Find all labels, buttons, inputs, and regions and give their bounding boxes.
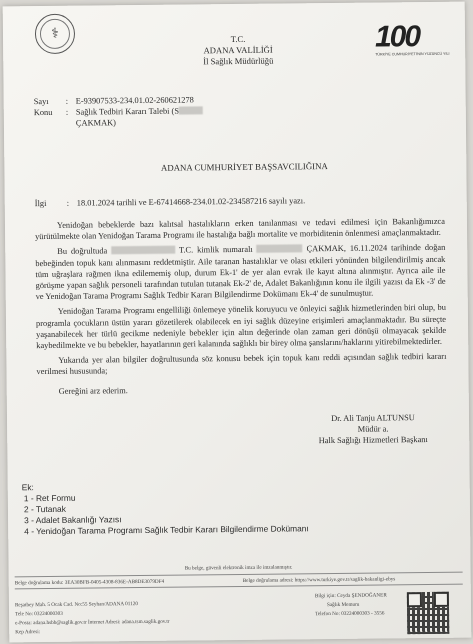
centennial-logo-number: 100	[374, 20, 420, 54]
footer-verify-code: Belge doğrulama kodu: 3EA30BFB-0405-4308-836E-AB8DE3079DF4	[14, 578, 165, 587]
ilgi-value: 18.01.2024 tarihli ve E-67414668-234.01.02-234587216 sayılı yazı.	[76, 196, 306, 208]
attachment-item: 1 - Ret Formu	[23, 492, 76, 504]
signature-title: Müdür a.	[357, 424, 389, 434]
footer-email: e-Posta: adana.hsbb@saglik.gov.tr İnternet Adresi: adana.tsm.saglik.gov.tr	[15, 618, 170, 627]
attachments-label: Ek:	[21, 482, 34, 493]
redaction-box	[257, 245, 303, 253]
paragraph-4: Yukarıda yer alan bilgiler doğrultusunda söz konusu bebek için topuk kanı reddi açısından sağlık tedbiri kararı verilmesi hususunda;	[36, 352, 447, 377]
sayi-label: Sayı	[33, 96, 49, 107]
footer-info-role: Sağlık Memuru	[326, 601, 360, 609]
centennial-logo	[374, 20, 450, 65]
attachment-item: 4 - Yenidoğan Tarama Programı Sağlık Tedbir Kararı Bilgilendirme Dokümanı	[24, 523, 309, 537]
footer-signed-note: Bu belge, güvenli elektronik imza ile imzalanmıştır.	[184, 564, 293, 572]
konu-label: Konu	[33, 107, 53, 118]
addressee: ADANA CUMHURİYET BAŞSAVCILIĞINA	[160, 161, 328, 173]
ilgi-label: İlgi	[34, 198, 47, 209]
attachment-item: 2 - Tutanak	[23, 503, 66, 515]
footer-info-phone: Telefon No: 03224000303 - 3556	[315, 610, 385, 618]
document-page: ⚕ T.C. ADANA VALİLİĞİ İl Sağlık Müdürlüğü 100 TÜRKİYE CUMHURİYETİ'NİN YÜZÜNCÜ YILI Sayı : E-93907533-234.01.02-260621278 Konu : Sağlık Tedbiri Kararı Talebi (S ÇAKMAK) ADANA CUMHURİYET BAŞSAVCILIĞINA İlgi : 18.01.2024 tarihli ve E-67414668-234.01.02-234587216 sayılı yazı. Yenidoğan bebeklerde bazı kalıtsal hastalıkların erken tanılanması ve tedavi edilmesi için Bakanlığımızca yürütülmekte olan Yenidoğan Tarama Programı ile hastalığa bağlı mortalite ve morbiditenin önlenmesi amaçlanmaktadır. Bu doğrultuda T.C. kimlik numaralı ÇAKMAK, 16.11.2024 tarihinde doğan bebeğinden topuk kanı alınmasını reddetmiştir. Aile taranan hastalıklar ve olası etkileri yönünden bilgilendirilmiş ancak tüm uğraşlara rağmen ikna edilememiş olup, durum Ek-1' de yer alan evrak ile kayıt altına alınmıştır. Ayrıca aile ile görüşme yapan sağlık personeli tarafından tutulan tutanak Ek-2' de, Adalet Bakanlığının konu ile ilgili yazısı da Ek -3' de ve Yenidoğan Tarama Programı Sağlık Tedbir Kararı Bilgilendirme Dokümanı Ek-4' de sunulmuştur. Yenidoğan Tarama Programı engelliliği önlemeye yönelik koruyucu ve önleyici sağlık hizmetlerinden biri olup, bu programla çocukların üstün yararı gözetilerek olabilecek en iyi sağlık düzeyine erişimleri amaçlanmaktadır. Bu süreçte yaşanabilecek her türlü gecikme nedeniyle bebekler için altın değerinde olan zaman geri dönüşü olmayacak şekilde kaybedilmekte ve bu bebekler, hayatlarının geri kalanında sağlıklı bir birey olma şanslarını/haklarını yitirebilmektedirler. Yukarıda yer alan bilgiler doğrultusunda söz konusu bebek için topuk kanı reddi açısından sağlık tedbiri kararı verilmesi hususunda; Gereğini arz ederim. Dr. Ali Tanju ALTUNSU Müdür a. Halk Sağlığı Hizmetleri Başkanı Ek: 1 - Ret Formu 2 - Tutanak 3 - Adalet Bakanlığı Yazısı 4 - Yenidoğan Tarama Programı Sağlık Tedbir Kararı Bilgilendirme Dokümanı Bu belge, güvenli elektronik imza ile imzalanmıştır. Belge doğrulama kodu: 3EA30BFB-0405-4308-836E-AB8DE3079DF4 Belge doğrulama adresi: https://www.turkiye.gov.tr/saglik-bakanligi-ebys Reşatbey Mah. 5 Ocak Cad. No:55 Seyhan/ADANA 01120 Tele No: 03224000303 e-Posta: adana.hsbb@saglik.gov.tr İnternet Adresi: adana.tsm.saglik.gov.tr Kep Adresi: Bilgi için: Ceyda ŞENDOĞANER Sağlık Memuru Telefon No: 03224000303 - 3556	[3, 2, 472, 643]
footer-address: Reşatbey Mah. 5 Ocak Cad. No:55 Seyhan/ADANA 01120	[14, 601, 138, 609]
paragraph-1: Yenidoğan bebeklerde bazı kalıtsal hastalıkların erken tanılanması ve tedavi edilmesi için Bakanlığımızca yürütülmekte olan Yenidoğan Tarama Programı ile hastalığa bağlı mortalite ve morbiditenin önlenmesi amaçlanmaktadır.	[35, 216, 446, 242]
signature-unit: Halk Sağlığı Hizmetleri Başkanı	[318, 435, 428, 446]
ministry-seal-icon	[35, 14, 75, 54]
redaction-box	[111, 246, 175, 255]
footer-kep: Kep Adresi:	[15, 629, 41, 636]
footer-phone: Tele No: 03224000303	[15, 610, 63, 618]
paragraph-2: Bu doğrultuda T.C. kimlik numaralı ÇAKMAK, 16.11.2024 tarihinde doğan bebeğinden topuk kanı alınmasını reddetmiştir. Aile taranan hastalıklar ve olası etkileri yönünden bilgilendirilmiş ancak tüm uğraşlara rağmen ikna edilememiş olup, durum Ek-1' de yer alan evrak ile kayıt altına alınmıştır. Ayrıca aile ile görüşme yapan sağlık personeli tarafından tutulan tutanak Ek-2' de, Adalet Bakanlığının konu ile ilgili yazısı da Ek -3' de ve Yenidoğan Tarama Programı Sağlık Tedbir Kararı Bilgilendirme Dokümanı Ek-4' de sunulmuştur.	[35, 243, 446, 302]
konu-value: Sağlık Tedbiri Kararı Talebi (S	[76, 105, 203, 117]
header-mudurluk: İl Sağlık Müdürlüğü	[203, 55, 274, 67]
konu-value-cont: ÇAKMAK)	[75, 118, 116, 128]
attachments	[22, 478, 443, 537]
qr-code-icon	[407, 592, 449, 634]
sayi-value: E-93907533-234.01.02-260621278	[75, 95, 194, 106]
footer-verify-address: Belge doğrulama adresi: https://www.turkiye.gov.tr/saglik-bakanligi-ebys	[242, 576, 396, 584]
attachment-item: 3 - Adalet Bakanlığı Yazısı	[24, 514, 122, 526]
caduceus-icon: ⚕	[40, 19, 70, 49]
footer-info-for: Bilgi için: Ceyda ŞENDOĞANER	[314, 592, 387, 600]
centennial-logo-caption: TÜRKİYE CUMHURİYETİ'NİN YÜZÜNCÜ YILI	[375, 51, 450, 57]
paragraph-3: Yenidoğan Tarama Programı engelliliği önlemeye yönelik koruyucu ve önleyici sağlık hizmetlerinden biri olup, bu programla çocukların üstün yararı gözetilerek olabilecek en iyi sağlık düzeyine erişimleri amaçlanmaktadır. Bu süreçte yaşanabilecek her türlü gecikme nedeniyle bebekler için altın değerinde olan zaman geri dönüşü olmayacak şekilde kaybedilmekte ve bu bebekler, hayatlarının geri kalanında sağlıklı bir birey olma şanslarını/haklarını yitirebilmektedirler.	[35, 303, 447, 351]
header-valilik: ADANA VALİLİĞİ	[203, 44, 273, 56]
header-tc: T.C.	[230, 33, 246, 45]
paragraph-5: Gereğini arz ederim.	[58, 385, 128, 396]
signature-name: Dr. Ali Tanju ALTUNSU	[331, 413, 415, 424]
letter-body	[35, 216, 447, 397]
redaction-box	[179, 106, 203, 114]
